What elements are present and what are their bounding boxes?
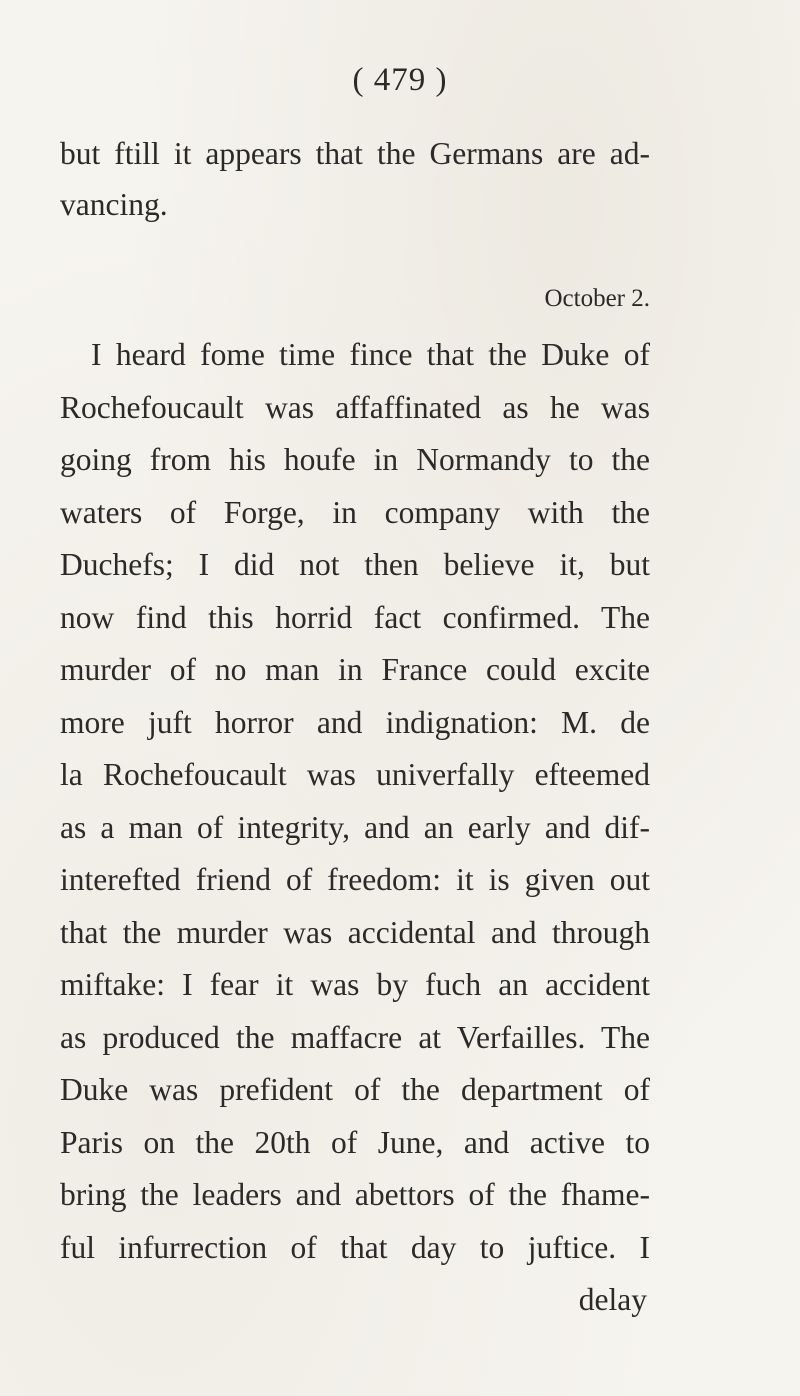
text-line: but ftill it appears that the Germans are ad- (60, 136, 650, 171)
paragraph-line: murder of no man in France could excite (60, 652, 650, 687)
paragraph-line: Duke was prefident of the department of (60, 1072, 650, 1107)
text-line: vancing. (60, 187, 168, 222)
page-number: ( 479 ) (352, 62, 448, 98)
paragraph-line: Rochefoucault was affaffinated as he was (60, 390, 650, 425)
paragraph-line: going from his houfe in Normandy to the (60, 442, 650, 477)
paragraph-line: interefted friend of freedom: it is given out (60, 862, 650, 897)
paragraph-line: now find this horrid fact confirmed. The (60, 600, 650, 635)
paragraph-line: I heard fome time fince that the Duke of (91, 337, 650, 372)
paragraph-line: as produced the maffacre at Verfailles. The (60, 1020, 650, 1055)
paragraph-line: waters of Forge, in company with the (60, 495, 650, 530)
paragraph-line: more juft horror and indignation: M. de (60, 705, 650, 740)
paragraph-line: la Rochefoucault was univerfally efteemed (60, 757, 650, 792)
paragraph-line: Duchefs; I did not then believe it, but (60, 547, 650, 582)
catchword: delay (578, 1282, 647, 1317)
paragraph-line: that the murder was accidental and through (60, 915, 650, 950)
paragraph-line: miftake: I fear it was by fuch an accident (60, 967, 650, 1002)
paragraph-line: bring the leaders and abettors of the fhame- (60, 1177, 650, 1212)
paragraph-line: ful infurrection of that day to juftice. I (60, 1230, 650, 1265)
paragraph-line: as a man of integrity, and an early and dif- (60, 810, 650, 845)
paragraph-line: Paris on the 20th of June, and active to (60, 1125, 650, 1160)
entry-date: October 2. (544, 285, 650, 312)
